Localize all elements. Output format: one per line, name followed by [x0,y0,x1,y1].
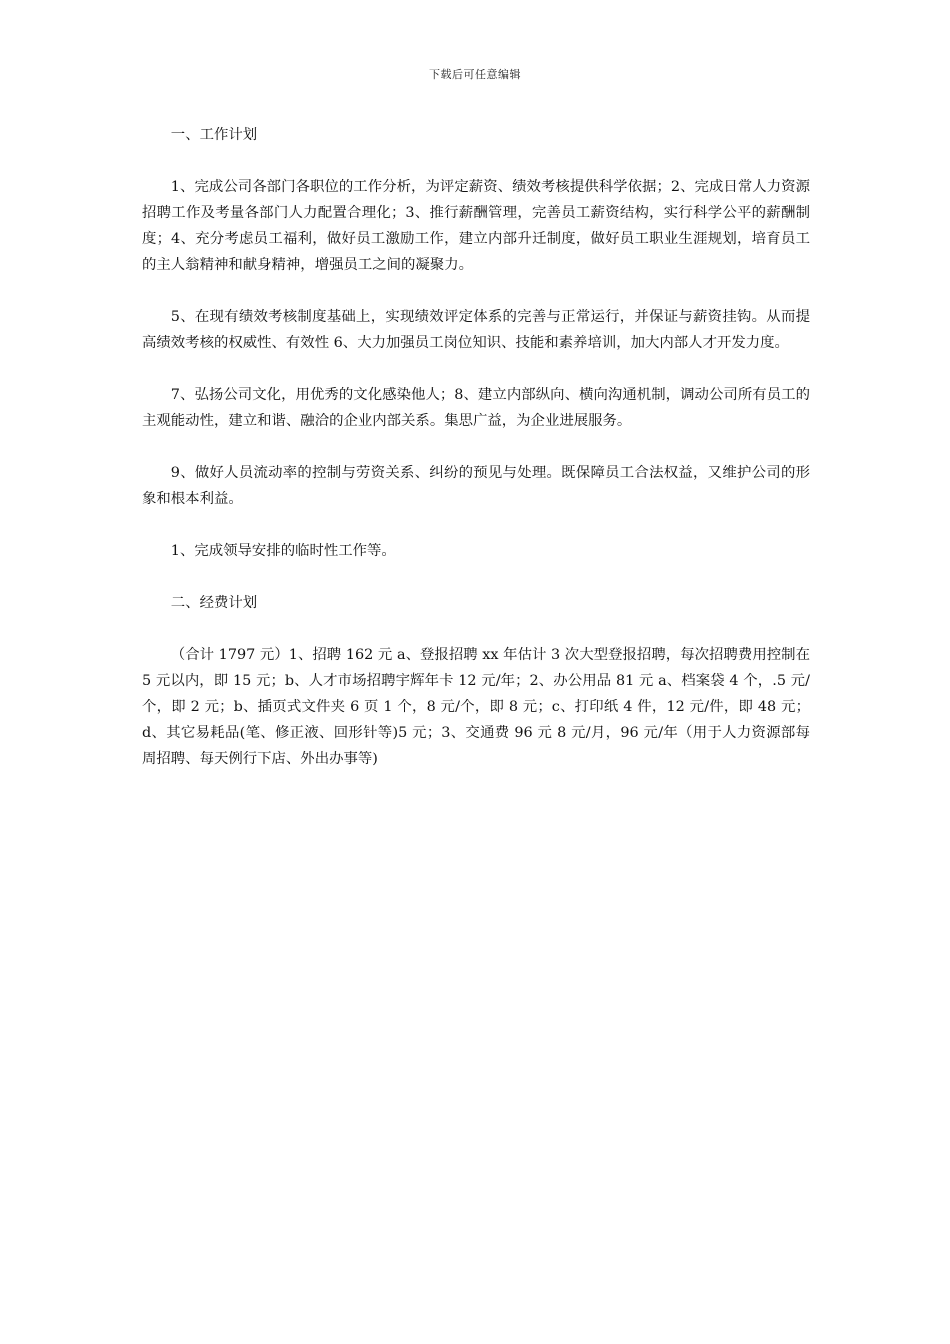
paragraph: 1、完成领导安排的临时性工作等。 [170,543,396,559]
paragraph: 5、在现有绩效考核制度基础上，实现绩效评定体系的完善与正常运行，并保证与薪资挂钩。从而提高绩效考核的权威性、有效性 6、大力加强员工岗位知识、技能和素养培训，加大内部人才开发力度。 [142,309,810,351]
paragraph: 1、完成公司各部门各职位的工作分析，为评定薪资、绩效考核提供科学依据；2、完成日常人力资源招聘工作及考量各部门人力配置合理化；3、推行薪酬管理，完善员工薪资结构，实行科学公平的薪酬制度；4、充分考虑员工福利，做好员工激励工作，建立内部升迁制度，做好员工职业生涯规划，培育员工的主人翁精神和献身精神，增强员工之间的凝聚力。 [142,179,810,273]
section-heading-budget-plan: 二、经费计划 [170,595,258,611]
paragraph: （合计 1797 元）1、招聘 162 元 a、登报招聘 xx 年估计 3 次大型登报招聘，每次招聘费用控制在 5 元以内，即 15 元；b、人才市场招聘宇辉年卡 12 元/年；2、办公用品 81 元 a、档案袋 4 个，.5 元/个，即 2 元；b、插页式文件夹 6 页 1 个，8 元/个，即 8 元；c、打印纸 4 件，12 元/件，即 48 元；d、其它易耗品(笔、修正液、回形针等)5 元；3、交通费 96 元 8 元/月，96 元/年（用于人力资源部每周招聘、每天例行下店、外出办事等) [142,647,810,767]
paragraph: 7、弘扬公司文化，用优秀的文化感染他人；8、建立内部纵向、横向沟通机制，调动公司所有员工的主观能动性，建立和谐、融洽的企业内部关系。集思广益，为企业进展服务。 [142,387,810,429]
document-body [142,122,810,798]
header-note: 下载后可任意编辑 [429,68,521,81]
section-heading-work-plan: 一、工作计划 [170,127,258,143]
paragraph: 9、做好人员流动率的控制与劳资关系、纠纷的预见与处理。既保障员工合法权益，又维护公司的形象和根本利益。 [142,465,810,507]
